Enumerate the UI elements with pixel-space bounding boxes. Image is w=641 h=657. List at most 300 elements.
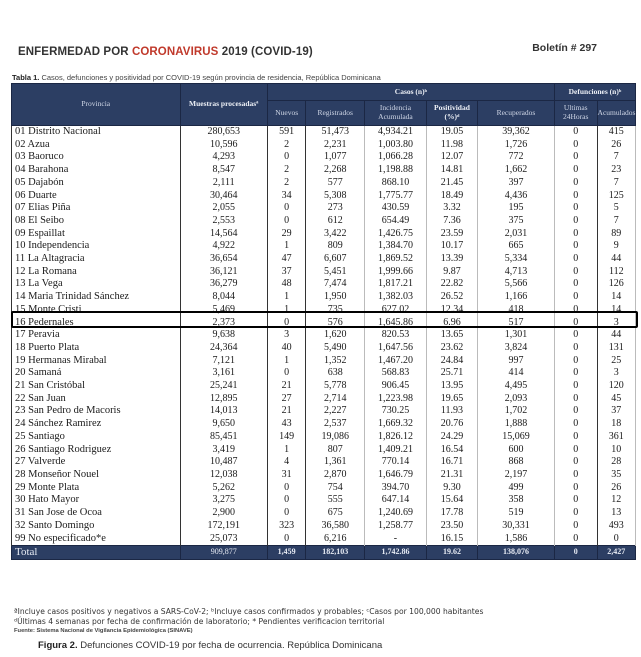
cell-registrados: 3,422 — [306, 228, 365, 241]
cell-incidencia: 1,426.75 — [365, 228, 427, 241]
cell-registrados: 2,870 — [306, 469, 365, 482]
cell-muestras: 24,364 — [180, 342, 267, 355]
cell-muestras: 2,055 — [180, 202, 267, 215]
cell-muestras: 10,487 — [180, 456, 267, 469]
cell-recuperados: 375 — [478, 215, 555, 228]
cell-provincia: 06 Duarte — [12, 190, 181, 203]
data-source: Fuente: Sistema Nacional de Vigilancia Epidemiológica (SINAVE) — [14, 628, 193, 634]
table-row — [12, 177, 636, 190]
table-row — [12, 431, 636, 444]
cell-recuperados: 2,197 — [478, 469, 555, 482]
cell-registrados: 6,607 — [306, 253, 365, 266]
cell-nuevos: 0 — [267, 202, 305, 215]
cell-positividad: 25.71 — [426, 367, 477, 380]
cell-nuevos: 323 — [267, 520, 305, 533]
cell-registrados: 2,231 — [306, 139, 365, 152]
cell-acumulados: 7 — [597, 177, 635, 190]
cell-positividad: 11.98 — [426, 139, 477, 152]
cell-provincia: 13 La Vega — [12, 278, 181, 291]
cell-acumulados: 44 — [597, 329, 635, 342]
cell-ultimas: 0 — [554, 418, 597, 431]
cell-ultimas: 0 — [554, 482, 597, 495]
cell-acumulados: 37 — [597, 405, 635, 418]
cell-recuperados: 868 — [478, 456, 555, 469]
cell-muestras: 8,044 — [180, 291, 267, 304]
table-caption — [12, 73, 381, 82]
cell-incidencia: 1,198.88 — [365, 164, 427, 177]
cell-provincia: 23 San Pedro de Macoris — [12, 405, 181, 418]
cell-ultimas: 0 — [554, 177, 597, 190]
cell-ultimas: 0 — [554, 342, 597, 355]
cell-registrados: 577 — [306, 177, 365, 190]
cell-recuperados: 4,436 — [478, 190, 555, 203]
cell-positividad: 26.52 — [426, 291, 477, 304]
cell-nuevos: 149 — [267, 431, 305, 444]
table-row — [12, 304, 636, 317]
cell-ultimas: 0 — [554, 126, 597, 139]
table-row — [12, 393, 636, 406]
cell-nuevos: 27 — [267, 393, 305, 406]
cell-positividad: 13.65 — [426, 329, 477, 342]
cell-ultimas: 0 — [554, 202, 597, 215]
cell-positividad: 9.87 — [426, 266, 477, 279]
table-row — [12, 164, 636, 177]
report-title — [18, 46, 313, 58]
cell-incidencia: 1,669.32 — [365, 418, 427, 431]
cell-nuevos: 34 — [267, 190, 305, 203]
header-ultimas-24h: Ultimas 24Horas — [554, 101, 597, 126]
cell-registrados: 19,086 — [306, 431, 365, 444]
table-row — [12, 240, 636, 253]
cell-recuperados: 1,586 — [478, 533, 555, 546]
cell-positividad: 22.82 — [426, 278, 477, 291]
cell-incidencia: 1,742.86 — [365, 546, 427, 560]
cell-provincia: 12 La Romana — [12, 266, 181, 279]
cell-registrados: 273 — [306, 202, 365, 215]
title-suffix: 2019 (COVID-19) — [218, 46, 313, 58]
covid-province-table — [11, 83, 636, 560]
cell-acumulados: 9 — [597, 240, 635, 253]
cell-positividad: 23.62 — [426, 342, 477, 355]
cell-recuperados: 1,888 — [478, 418, 555, 431]
figure-text: Defunciones COVID-19 por fecha de ocurrencia. República Dominicana — [77, 640, 383, 651]
cell-nuevos: 37 — [267, 266, 305, 279]
cell-positividad: 24.84 — [426, 355, 477, 368]
cell-registrados: 675 — [306, 507, 365, 520]
cell-positividad: 19.05 — [426, 126, 477, 139]
cell-incidencia: 1,066.28 — [365, 151, 427, 164]
cell-provincia: 16 Pedernales — [12, 317, 181, 330]
cell-ultimas: 0 — [554, 456, 597, 469]
cell-acumulados: 0 — [597, 533, 635, 546]
cell-incidencia: 568.83 — [365, 367, 427, 380]
cell-provincia: 14 Maria Trinidad Sánchez — [12, 291, 181, 304]
cell-incidencia: 1,258.77 — [365, 520, 427, 533]
header-registrados: Registrados — [306, 101, 365, 126]
cell-muestras: 25,241 — [180, 380, 267, 393]
cell-registrados: 576 — [306, 317, 365, 330]
cell-provincia: 09 Espaillat — [12, 228, 181, 241]
cell-recuperados: 600 — [478, 444, 555, 457]
cell-ultimas: 0 — [554, 431, 597, 444]
cell-registrados: 6,216 — [306, 533, 365, 546]
cell-ultimas: 0 — [554, 253, 597, 266]
table-body — [12, 126, 636, 560]
cell-ultimas: 0 — [554, 139, 597, 152]
cell-incidencia: 1,647.56 — [365, 342, 427, 355]
cell-positividad: 16.15 — [426, 533, 477, 546]
cell-provincia: 11 La Altagracia — [12, 253, 181, 266]
cell-registrados: 1,620 — [306, 329, 365, 342]
cell-incidencia: 730.25 — [365, 405, 427, 418]
cell-ultimas: 0 — [554, 546, 597, 560]
cell-registrados: 1,077 — [306, 151, 365, 164]
cell-nuevos: 2 — [267, 164, 305, 177]
header-provincia: Provincia — [12, 84, 181, 126]
cell-incidencia: 1,869.52 — [365, 253, 427, 266]
cell-nuevos: 0 — [267, 367, 305, 380]
cell-acumulados: 112 — [597, 266, 635, 279]
cell-incidencia: 1,645.86 — [365, 317, 427, 330]
cell-muestras: 14,013 — [180, 405, 267, 418]
table-row — [12, 380, 636, 393]
cell-registrados: 5,308 — [306, 190, 365, 203]
cell-ultimas: 0 — [554, 151, 597, 164]
cell-provincia: 29 Monte Plata — [12, 482, 181, 495]
cell-muestras: 5,469 — [180, 304, 267, 317]
cell-nuevos: 0 — [267, 494, 305, 507]
cell-positividad: 12.34 — [426, 304, 477, 317]
cell-provincia: 31 San Jose de Ocoa — [12, 507, 181, 520]
table-row — [12, 126, 636, 139]
cell-nuevos: 591 — [267, 126, 305, 139]
cell-incidencia: 770.14 — [365, 456, 427, 469]
cell-provincia: 18 Puerto Plata — [12, 342, 181, 355]
cell-positividad: 19.62 — [426, 546, 477, 560]
cell-nuevos: 0 — [267, 533, 305, 546]
table-row — [12, 228, 636, 241]
cell-ultimas: 0 — [554, 405, 597, 418]
cell-muestras: 3,419 — [180, 444, 267, 457]
cell-ultimas: 0 — [554, 278, 597, 291]
cell-ultimas: 0 — [554, 329, 597, 342]
cell-recuperados: 997 — [478, 355, 555, 368]
cell-positividad: 15.64 — [426, 494, 477, 507]
table-row — [12, 291, 636, 304]
cell-muestras: 909,877 — [180, 546, 267, 560]
table-row — [12, 507, 636, 520]
cell-acumulados: 26 — [597, 482, 635, 495]
cell-registrados: 735 — [306, 304, 365, 317]
cell-muestras: 7,121 — [180, 355, 267, 368]
bulletin-number: Boletín # 297 — [532, 42, 597, 54]
cell-muestras: 12,895 — [180, 393, 267, 406]
cell-acumulados: 3 — [597, 367, 635, 380]
cell-incidencia: 654.49 — [365, 215, 427, 228]
cell-nuevos: 0 — [267, 215, 305, 228]
cell-positividad: 19.65 — [426, 393, 477, 406]
cell-incidencia: 1,646.79 — [365, 469, 427, 482]
footnote-line-2: ᵈÚltimas 4 semanas por fecha de confirmación de laboratorio; * Pendientes verificacion territorial — [14, 617, 385, 626]
cell-provincia: 28 Monseñor Nouel — [12, 469, 181, 482]
cell-muestras: 2,900 — [180, 507, 267, 520]
cell-acumulados: 25 — [597, 355, 635, 368]
cell-acumulados: 18 — [597, 418, 635, 431]
cell-recuperados: 30,331 — [478, 520, 555, 533]
cell-ultimas: 0 — [554, 304, 597, 317]
cell-provincia: 21 San Cristóbal — [12, 380, 181, 393]
table-row — [12, 494, 636, 507]
cell-acumulados: 2,427 — [597, 546, 635, 560]
cell-positividad: 16.54 — [426, 444, 477, 457]
cell-nuevos: 31 — [267, 469, 305, 482]
table-row — [12, 418, 636, 431]
figure-caption — [38, 640, 382, 651]
cell-positividad: 16.71 — [426, 456, 477, 469]
cell-ultimas: 0 — [554, 266, 597, 279]
cell-muestras: 172,191 — [180, 520, 267, 533]
cell-incidencia: 1,003.80 — [365, 139, 427, 152]
cell-provincia: 08 El Seibo — [12, 215, 181, 228]
cell-recuperados: 1,166 — [478, 291, 555, 304]
cell-ultimas: 0 — [554, 190, 597, 203]
cell-registrados: 2,714 — [306, 393, 365, 406]
cell-registrados: 2,268 — [306, 164, 365, 177]
cell-acumulados: 45 — [597, 393, 635, 406]
cell-positividad: 13.39 — [426, 253, 477, 266]
cell-positividad: 23.50 — [426, 520, 477, 533]
cell-ultimas: 0 — [554, 317, 597, 330]
cell-recuperados: 138,076 — [478, 546, 555, 560]
cell-muestras: 14,564 — [180, 228, 267, 241]
cell-incidencia: 868.10 — [365, 177, 427, 190]
cell-acumulados: 89 — [597, 228, 635, 241]
cell-muestras: 4,922 — [180, 240, 267, 253]
cell-recuperados: 195 — [478, 202, 555, 215]
cell-recuperados: 358 — [478, 494, 555, 507]
title-prefix: ENFERMEDAD POR — [18, 46, 132, 58]
cell-recuperados: 414 — [478, 367, 555, 380]
cell-recuperados: 2,093 — [478, 393, 555, 406]
cell-provincia: 19 Hermanas Mirabal — [12, 355, 181, 368]
header-defunciones-group: Defunciones (n)ᵇ — [554, 84, 635, 101]
cell-positividad: 20.76 — [426, 418, 477, 431]
cell-positividad: 23.59 — [426, 228, 477, 241]
cell-provincia: 10 Independencia — [12, 240, 181, 253]
cell-incidencia: 1,775.77 — [365, 190, 427, 203]
cell-incidencia: 1,826.12 — [365, 431, 427, 444]
cell-acumulados: 14 — [597, 291, 635, 304]
cell-nuevos: 4 — [267, 456, 305, 469]
cell-registrados: 5,778 — [306, 380, 365, 393]
cell-provincia: 05 Dajabón — [12, 177, 181, 190]
cell-acumulados: 126 — [597, 278, 635, 291]
cell-recuperados: 772 — [478, 151, 555, 164]
cell-ultimas: 0 — [554, 228, 597, 241]
cell-ultimas: 0 — [554, 215, 597, 228]
cell-acumulados: 125 — [597, 190, 635, 203]
cell-incidencia: 430.59 — [365, 202, 427, 215]
cell-acumulados: 7 — [597, 215, 635, 228]
cell-acumulados: 361 — [597, 431, 635, 444]
title-highlight: CORONAVIRUS — [131, 46, 219, 58]
cell-acumulados: 493 — [597, 520, 635, 533]
cell-incidencia: 394.70 — [365, 482, 427, 495]
table-row — [12, 278, 636, 291]
cell-registrados: 2,227 — [306, 405, 365, 418]
cell-recuperados: 1,662 — [478, 164, 555, 177]
cell-muestras: 4,293 — [180, 151, 267, 164]
header-nuevos: Nuevos — [267, 101, 305, 126]
cell-muestras: 5,262 — [180, 482, 267, 495]
table-row — [12, 342, 636, 355]
header-acumulados: Acumulados — [597, 101, 635, 126]
cell-muestras: 9,650 — [180, 418, 267, 431]
cell-provincia: 03 Baoruco — [12, 151, 181, 164]
cell-acumulados: 120 — [597, 380, 635, 393]
table-row — [12, 190, 636, 203]
table-row — [12, 253, 636, 266]
cell-ultimas: 0 — [554, 355, 597, 368]
cell-muestras: 10,596 — [180, 139, 267, 152]
cell-nuevos: 0 — [267, 482, 305, 495]
cell-registrados: 1,950 — [306, 291, 365, 304]
cell-acumulados: 131 — [597, 342, 635, 355]
cell-acumulados: 415 — [597, 126, 635, 139]
table-caption-label: Tabla 1. — [12, 73, 40, 82]
cell-incidencia: 627.02 — [365, 304, 427, 317]
cell-provincia: 22 San Juan — [12, 393, 181, 406]
cell-muestras: 3,161 — [180, 367, 267, 380]
cell-nuevos: 48 — [267, 278, 305, 291]
cell-registrados: 754 — [306, 482, 365, 495]
cell-muestras: 36,121 — [180, 266, 267, 279]
cell-provincia: 24 Sánchez Ramirez — [12, 418, 181, 431]
cell-incidencia: - — [365, 533, 427, 546]
cell-recuperados: 5,566 — [478, 278, 555, 291]
cell-registrados: 51,473 — [306, 126, 365, 139]
cell-recuperados: 39,362 — [478, 126, 555, 139]
cell-acumulados: 23 — [597, 164, 635, 177]
cell-nuevos: 2 — [267, 177, 305, 190]
cell-registrados: 807 — [306, 444, 365, 457]
header-casos-group: Casos (n)ᵇ — [267, 84, 554, 101]
cell-nuevos: 1,459 — [267, 546, 305, 560]
cell-recuperados: 4,495 — [478, 380, 555, 393]
cell-recuperados: 4,713 — [478, 266, 555, 279]
header-recuperados: Recuperados — [478, 101, 555, 126]
cell-recuperados: 1,702 — [478, 405, 555, 418]
cell-nuevos: 1 — [267, 304, 305, 317]
cell-registrados: 1,352 — [306, 355, 365, 368]
table-row — [12, 482, 636, 495]
cell-positividad: 6.96 — [426, 317, 477, 330]
cell-positividad: 13.95 — [426, 380, 477, 393]
cell-muestras: 30,464 — [180, 190, 267, 203]
cell-ultimas: 0 — [554, 291, 597, 304]
cell-provincia: 26 Santiago Rodriguez — [12, 444, 181, 457]
cell-acumulados: 28 — [597, 456, 635, 469]
cell-registrados: 555 — [306, 494, 365, 507]
cell-registrados: 809 — [306, 240, 365, 253]
cell-positividad: 9.30 — [426, 482, 477, 495]
cell-muestras: 85,451 — [180, 431, 267, 444]
cell-muestras: 2,111 — [180, 177, 267, 190]
cell-positividad: 18.49 — [426, 190, 477, 203]
cell-recuperados: 519 — [478, 507, 555, 520]
cell-muestras: 8,547 — [180, 164, 267, 177]
cell-incidencia: 1,384.70 — [365, 240, 427, 253]
cell-positividad: 10.17 — [426, 240, 477, 253]
cell-ultimas: 0 — [554, 520, 597, 533]
cell-incidencia: 1,382.03 — [365, 291, 427, 304]
cell-positividad: 14.81 — [426, 164, 477, 177]
cell-incidencia: 647.14 — [365, 494, 427, 507]
cell-ultimas: 0 — [554, 494, 597, 507]
cell-nuevos: 29 — [267, 228, 305, 241]
table-row — [12, 266, 636, 279]
cell-incidencia: 1,467.20 — [365, 355, 427, 368]
cell-recuperados: 397 — [478, 177, 555, 190]
cell-ultimas: 0 — [554, 507, 597, 520]
cell-incidencia: 1,999.66 — [365, 266, 427, 279]
cell-registrados: 638 — [306, 367, 365, 380]
cell-nuevos: 40 — [267, 342, 305, 355]
cell-ultimas: 0 — [554, 240, 597, 253]
cell-ultimas: 0 — [554, 380, 597, 393]
cell-incidencia: 1,409.21 — [365, 444, 427, 457]
cell-acumulados: 13 — [597, 507, 635, 520]
cell-nuevos: 0 — [267, 317, 305, 330]
cell-acumulados: 14 — [597, 304, 635, 317]
table-row — [12, 215, 636, 228]
cell-muestras: 36,279 — [180, 278, 267, 291]
cell-acumulados: 5 — [597, 202, 635, 215]
table-row — [12, 202, 636, 215]
cell-nuevos: 2 — [267, 139, 305, 152]
cell-ultimas: 0 — [554, 367, 597, 380]
cell-nuevos: 0 — [267, 151, 305, 164]
cell-nuevos: 3 — [267, 329, 305, 342]
cell-positividad: 21.45 — [426, 177, 477, 190]
cell-ultimas: 0 — [554, 444, 597, 457]
cell-muestras: 36,654 — [180, 253, 267, 266]
cell-ultimas: 0 — [554, 469, 597, 482]
cell-recuperados: 1,301 — [478, 329, 555, 342]
cell-provincia: 07 Elias Piña — [12, 202, 181, 215]
cell-registrados: 5,490 — [306, 342, 365, 355]
cell-provincia: 32 Santo Domingo — [12, 520, 181, 533]
table-row — [12, 151, 636, 164]
cell-positividad: 7.36 — [426, 215, 477, 228]
cell-ultimas: 0 — [554, 393, 597, 406]
cell-provincia: 17 Peravia — [12, 329, 181, 342]
table-row — [12, 456, 636, 469]
cell-registrados: 612 — [306, 215, 365, 228]
cell-incidencia: 1,223.98 — [365, 393, 427, 406]
cell-recuperados: 499 — [478, 482, 555, 495]
table-row — [12, 469, 636, 482]
cell-provincia: 04 Barahona — [12, 164, 181, 177]
cell-recuperados: 1,726 — [478, 139, 555, 152]
cell-muestras: 2,373 — [180, 317, 267, 330]
cell-acumulados: 35 — [597, 469, 635, 482]
header-muestras: Muestras procesadasª — [180, 84, 267, 126]
cell-registrados: 182,103 — [306, 546, 365, 560]
cell-acumulados: 7 — [597, 151, 635, 164]
cell-muestras: 280,653 — [180, 126, 267, 139]
table-row — [12, 139, 636, 152]
